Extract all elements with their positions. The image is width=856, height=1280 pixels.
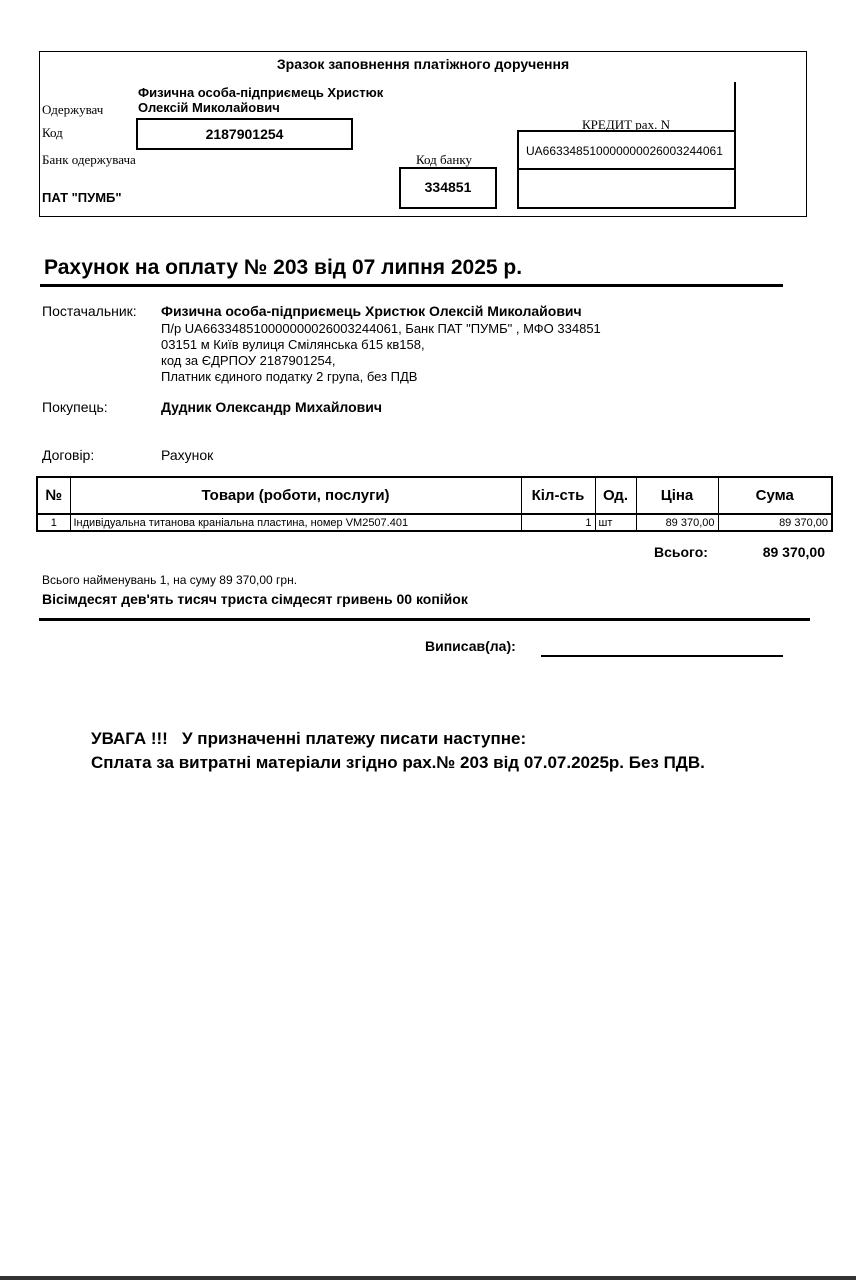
- code-box: 2187901254: [136, 118, 353, 150]
- credit-empty-box: [517, 168, 736, 209]
- recipient-name: Физична особа-підприємець Христюк Олексій Миколайович: [138, 85, 384, 115]
- recipient-label: Одержувач: [42, 102, 104, 117]
- col-header-sum: Сума: [718, 477, 832, 514]
- page-bottom-edge: [0, 1276, 856, 1280]
- signature-line: [541, 655, 783, 657]
- col-header-goods: Товари (роботи, послуги): [70, 477, 521, 514]
- contract-label: Договір:: [42, 447, 95, 463]
- totals-divider: [39, 618, 810, 621]
- total-value: 89 370,00: [762, 544, 825, 560]
- buyer-name: Дудник Олександр Михайлович: [161, 399, 383, 415]
- title-divider: [40, 284, 783, 287]
- credit-label: КРЕДИТ рах. N: [582, 117, 670, 132]
- sample-title: Зразок заповнення платіжного доручення: [276, 56, 570, 72]
- notice-line-1: УВАГА !!! У призначенні платежу писати наступне:: [91, 729, 527, 748]
- items-table: [36, 476, 833, 532]
- supplier-details: П/р UA663348510000000026003244061, Банк ПАТ "ПУМБ" , МФО 334851 03151 м Київ вулиця Смілянська б15 кв158, код за ЄДРПОУ 2187901254, Платник єдиного податку 2 група, без ПДВ: [161, 321, 601, 384]
- bank-code-box: 334851: [399, 167, 497, 209]
- total-label: Всього:: [654, 544, 708, 560]
- cell-sum: 89 370,00: [718, 514, 832, 531]
- totals-summary: Всього найменувань 1, на суму 89 370,00 грн.: [42, 573, 298, 587]
- contract-value: Рахунок: [161, 447, 214, 463]
- col-header-number: №: [37, 477, 70, 514]
- supplier-name: Физична особа-підприємець Христюк Олексій Миколайович: [161, 303, 582, 319]
- cell-goods: Індивідуальна титанова краніальна пластина, номер VM2507.401: [70, 514, 521, 531]
- table-header-row: [37, 477, 832, 514]
- signature-label: Виписав(ла):: [425, 638, 516, 654]
- cell-qty: 1: [521, 514, 595, 531]
- col-header-unit: Од.: [595, 477, 636, 514]
- bank-name: ПАТ "ПУМБ": [42, 190, 122, 205]
- col-header-price: Ціна: [636, 477, 718, 514]
- table-row: [37, 514, 832, 531]
- notice-line-2: Сплата за витратні матеріали згідно рах.№ 203 від 07.07.2025р. Без ПДВ.: [91, 753, 705, 772]
- bank-code-label: Код банку: [416, 152, 472, 167]
- cell-number: 1: [37, 514, 70, 531]
- code-label: Код: [42, 125, 63, 140]
- buyer-label: Покупець:: [42, 399, 108, 415]
- bank-label: Банк одержувача: [42, 152, 136, 167]
- credit-account-box: UA663348510000000026003244061: [517, 130, 736, 170]
- invoice-title: Рахунок на оплату № 203 від 07 липня 2025 р.: [44, 256, 523, 279]
- col-header-qty: Кіл-сть: [521, 477, 595, 514]
- cell-unit: шт: [595, 514, 636, 531]
- total-in-words: Вісімдесят дев'ять тисяч триста сімдесят гривень 00 копійок: [42, 591, 468, 607]
- payment-sample-block: [39, 51, 807, 217]
- cell-price: 89 370,00: [636, 514, 718, 531]
- supplier-label: Постачальник:: [42, 303, 137, 319]
